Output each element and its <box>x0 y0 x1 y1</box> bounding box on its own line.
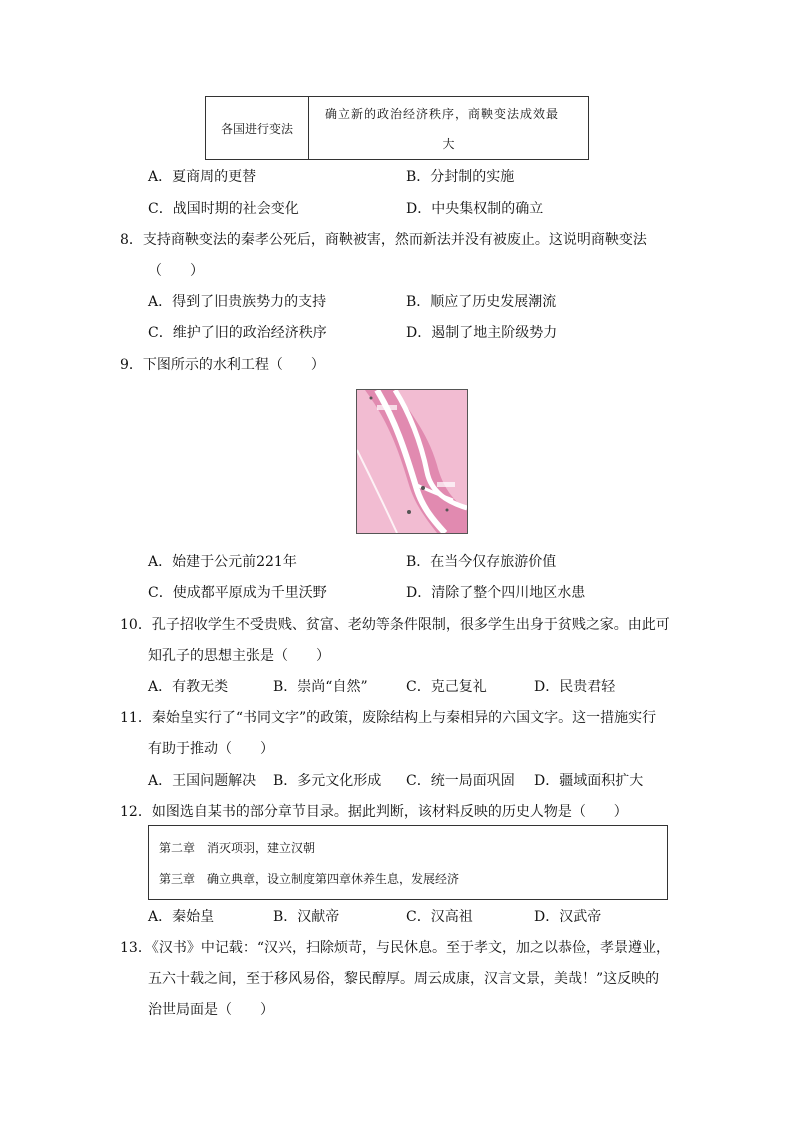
q7-option-d[interactable]: D．中央集权制的确立 <box>406 201 544 217</box>
q12-contents-line1: 第二章 消灭项羽，建立汉朝 <box>159 841 316 855</box>
river-map-drawing <box>357 390 467 533</box>
q12-option-d[interactable]: D．汉武帝 <box>534 909 602 925</box>
q11-option-a[interactable]: A．王国问题解决 <box>148 773 257 789</box>
q13-stem-line3: 治世局面是（ ） <box>148 1002 274 1018</box>
q11-option-d[interactable]: D．疆域面积扩大 <box>534 773 644 789</box>
q10-stem-line1: 10．孔子招收学生不受贵贱、贫富、老幼等条件限制，很多学生出身于贫贱之家。由此可 <box>120 617 670 633</box>
q9-option-b[interactable]: B．在当今仅存旅游价值 <box>406 554 557 570</box>
q12-option-a[interactable]: A．秦始皇 <box>148 909 215 925</box>
q8-stem-line2: （ ） <box>148 263 204 279</box>
q12-option-c[interactable]: C．汉高祖 <box>406 909 473 925</box>
q8-stem-line1: 8．支持商鞅变法的秦孝公死后，商鞅被害，然而新法并没有被废止。这说明商鞅变法 <box>120 232 647 248</box>
q7-table-left-cell: 各国进行变法 <box>206 97 309 159</box>
q13-stem-line1: 13．《汉书》中记载：“汉兴，扫除烦苛，与民休息。至于孝文，加之以恭俭，孝景遵业， <box>120 940 670 956</box>
q11-option-c[interactable]: C．统一局面巩固 <box>406 773 515 789</box>
q7-option-a[interactable]: A．夏商周的更替 <box>148 169 257 185</box>
q7-option-b[interactable]: B．分封制的实施 <box>406 169 515 185</box>
q10-stem-line2: 知孔子的思想主张是（ ） <box>148 648 330 664</box>
q11-stem-line2: 有助于推动（ ） <box>148 741 274 757</box>
q9-option-a[interactable]: A．始建于公元前221年 <box>148 554 297 570</box>
q10-option-a[interactable]: A．有教无类 <box>148 679 229 695</box>
q12-contents-line2: 第三章 确立典章，设立制度第四章休养生息，发展经济 <box>159 872 460 886</box>
q13-stem-line2: 五六十载之间，至于移风易俗，黎民醇厚。周云成康，汉言文景，美哉！”这反映的 <box>148 971 660 987</box>
q12-contents-box <box>148 825 668 900</box>
q7-table <box>205 96 589 160</box>
q9-stem: 9．下图所示的水利工程（ ） <box>120 357 325 373</box>
q8-option-c[interactable]: C．维护了旧的政治经济秩序 <box>148 325 327 341</box>
q11-option-b[interactable]: B．多元文化形成 <box>273 773 382 789</box>
q12-option-b[interactable]: B．汉献帝 <box>273 909 340 925</box>
q7-table-right-cell <box>309 97 588 159</box>
q8-option-b[interactable]: B．顺应了历史发展潮流 <box>406 294 557 310</box>
q9-option-d[interactable]: D．清除了整个四川地区水患 <box>406 585 586 601</box>
q10-option-d[interactable]: D．民贵君轻 <box>534 679 616 695</box>
q12-stem: 12．如图选自某书的部分章节目录。据此判断，该材料反映的历史人物是（ ） <box>120 804 628 820</box>
q8-option-d[interactable]: D．遏制了地主阶级势力 <box>406 325 558 341</box>
q10-option-c[interactable]: C．克己复礼 <box>406 679 487 695</box>
q8-option-a[interactable]: A．得到了旧贵族势力的支持 <box>148 294 327 310</box>
q9-option-c[interactable]: C．使成都平原成为千里沃野 <box>148 585 327 601</box>
q7-table-right-line2: 大 <box>442 137 455 151</box>
q11-stem-line1: 11．秦始皇实行了“书同文字”的政策，废除结构上与秦相异的六国文字。这一措施实行 <box>120 710 657 726</box>
dujiangyan-map-image <box>356 389 468 534</box>
q10-option-b[interactable]: B．崇尚“自然” <box>273 679 368 695</box>
q7-table-right-line1: 确立新的政治经济秩序，商鞅变法成效最 <box>325 107 560 121</box>
q7-option-c[interactable]: C．战国时期的社会变化 <box>148 201 299 217</box>
